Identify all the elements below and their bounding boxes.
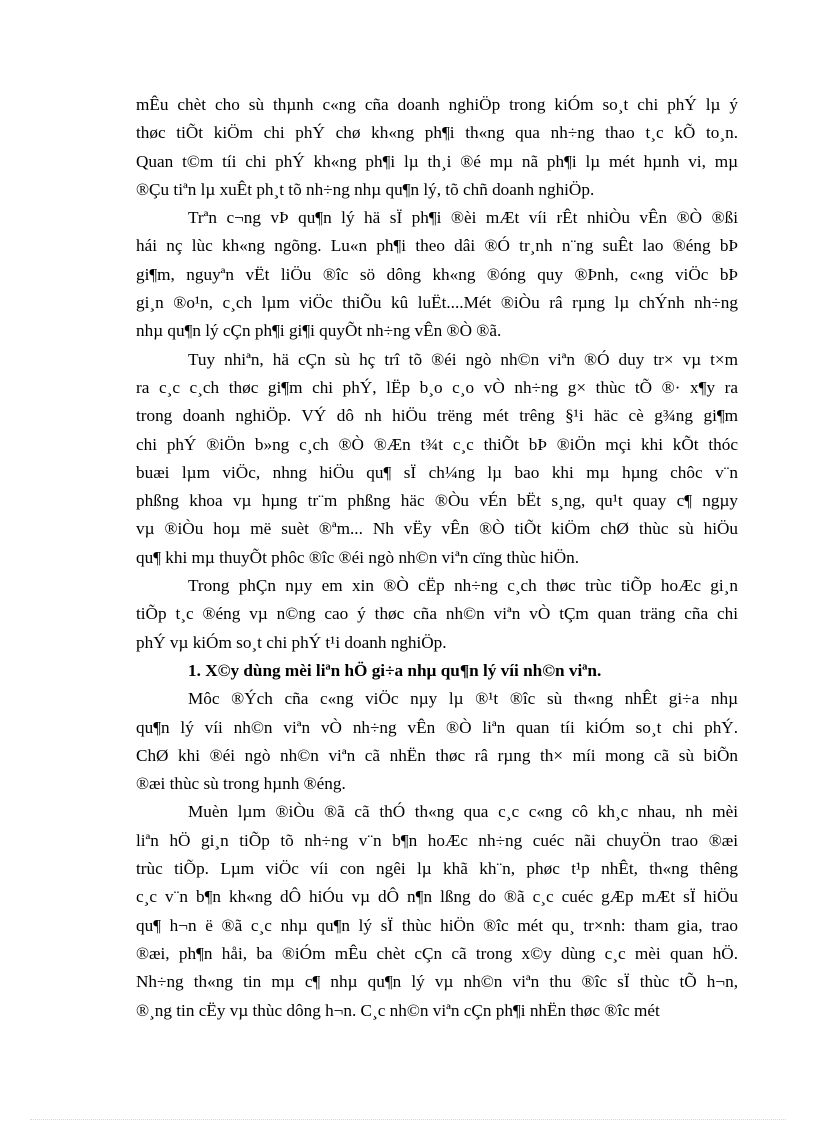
heading-text: 1. X©y dùng mèi liªn hÖ gi÷a nhµ qu¶n lý víi nh©n viªn. <box>188 660 602 680</box>
text-line: c¸c v¨n b¶n kh«ng dÔ hiÓu vµ dÔ n¶n lßng do ®ã c¸c cuéc gÆp mÆt sÏ hiÖu <box>136 887 738 907</box>
paragraph <box>136 91 738 204</box>
page-bottom-rule <box>30 1119 786 1120</box>
text-line: ®æi thùc sù trong hµnh ®éng. <box>136 774 346 794</box>
text-line: qu¶ h¬n ë ®ã c¸c nhµ qu¶n lý sÏ thùc hiÖn ®îc mét qu¸ tr×nh: tham gia, trao <box>136 915 738 935</box>
text-line: liªn hÖ gi¸n tiÕp tõ nh÷ng v¨n b¶n hoÆc nh÷ng cuéc nãi chuyÖn trao ®æi <box>136 830 738 850</box>
text-line: qu¶n lý víi nh©n viªn vÒ nh÷ng vÊn ®Ò liªn quan tíi kiÓm so¸t chi phÝ. <box>136 717 738 737</box>
paragraph <box>136 346 738 572</box>
text-line: ®Çu tiªn lµ xuÊt ph¸t tõ nh÷ng nhµ qu¶n lý, tõ chñ doanh nghiÖp. <box>136 179 595 199</box>
text-line: Nh÷ng th«ng tin mµ c¶ nhµ qu¶n lý vµ nh©n viªn thu ®îc sÏ thùc tÕ h¬n, <box>136 972 738 992</box>
text-line: Trªn c¬ng vÞ qu¶n lý hä sÏ ph¶i ®èi mÆt víi rÊt nhiÒu vÊn ®Ò ®ßi <box>188 208 738 228</box>
text-line: nhµ qu¶n lý cÇn ph¶i gi¶i quyÕt nh÷ng vÊn ®Ò ®ã. <box>136 321 502 341</box>
paragraph <box>136 572 738 657</box>
text-line: qu¶ khi mµ thuyÕt phôc ®îc ®éi ngò nh©n viªn cïng thùc hiÖn. <box>136 547 580 567</box>
document-body <box>136 91 738 1025</box>
paragraph <box>136 204 738 345</box>
text-line: ®¸ng tin cËy vµ thùc dông h¬n. C¸c nh©n viªn cÇn ph¶i nhËn thøc ®îc mét <box>136 1000 660 1020</box>
text-line: trong doanh nghiÖp. VÝ dô nh hiÖu trëng mét trêng §¹i häc cè g¾ng gi¶m <box>136 406 738 426</box>
text-line: trùc tiÕp. Lµm viÖc víi con ngêi lµ khã kh¨n, phøc t¹p nhÊt, th«ng thêng <box>136 859 738 879</box>
text-line: gi¶m, nguyªn vËt liÖu ®îc sö dông kh«ng ®óng quy ®Þnh, c«ng viÖc bÞ <box>136 264 738 284</box>
text-line: tiÕp t¸c ®éng vµ n©ng cao ý thøc cña nh©n viªn vÒ tÇm quan träng cña chi <box>136 604 738 624</box>
text-line: Quan t©m tíi chi phÝ kh«ng ph¶i lµ th¸i ®é mµ nã ph¶i lµ mét hµnh vi, mµ <box>136 151 738 171</box>
text-line: phßng khoa vµ hµng tr¨m phßng häc ®Òu vÉn bËt s¸ng, qu¹t quay c¶ ngµy <box>136 491 738 511</box>
text-line: ChØ khi ®éi ngò nh©n viªn cã nhËn thøc râ rµng th× míi mong cã sù biÕn <box>136 745 738 765</box>
text-line: Tuy nhiªn, hä cÇn sù hç trî tõ ®éi ngò nh©n viªn ®Ó duy tr× vµ t×m <box>188 349 738 369</box>
text-line: hái nç lùc kh«ng ngõng. Lu«n ph¶i theo dâi ®Ó tr¸nh n¨ng suÊt lao ®éng bÞ <box>136 236 738 256</box>
text-line: gi¸n ®o¹n, c¸ch lµm viÖc thiÕu kû luËt....Mét ®iÒu râ rµng lµ chÝnh nh÷ng <box>136 293 738 313</box>
text-line: buæi lµm viÖc, nhng hiÖu qu¶ sÏ ch¼ng lµ bao khi mµ hµng chôc v¨n <box>136 462 738 482</box>
text-line: thøc tiÕt kiÖm chi phÝ chø kh«ng ph¶i th«ng qua nh÷ng thao t¸c kÕ to¸n. <box>136 123 738 143</box>
text-line: Môc ®Ých cña c«ng viÖc nµy lµ ®¹t ®îc sù th«ng nhÊt gi÷a nhµ <box>188 689 738 709</box>
text-line: phÝ vµ kiÓm so¸t chi phÝ t¹i doanh nghiÖp. <box>136 632 447 652</box>
text-line: ®æi, ph¶n håi, ba ®iÓm mÊu chèt cÇn cã trong x©y dùng c¸c mèi quan hÖ. <box>136 943 738 963</box>
text-line: chi phÝ ®iÖn b»ng c¸ch ®Ò ®Æn t¾t c¸c thiÕt bÞ ®iÖn mçi khi kÕt thóc <box>136 434 738 454</box>
text-line: vµ ®iÒu hoµ më suèt ®ªm... Nh vËy vÊn ®Ò tiÕt kiÖm chØ thùc sù hiÖu <box>136 519 738 539</box>
paragraph <box>136 798 738 1024</box>
section-heading <box>136 657 738 685</box>
paragraph <box>136 685 738 798</box>
text-line: Trong phÇn nµy em xin ®Ò cËp nh÷ng c¸ch thøc trùc tiÕp hoÆc gi¸n <box>188 576 738 596</box>
text-line: ra c¸c c¸ch thøc gi¶m chi phÝ, lËp b¸o c¸o vÒ nh÷ng g× thùc tÕ ®· x¶y ra <box>136 377 738 397</box>
text-line: Muèn lµm ®iÒu ®ã cã thÓ th«ng qua c¸c c«ng cô kh¸c nhau, nh mèi <box>188 802 738 822</box>
text-line: mÊu chèt cho sù thµnh c«ng cña doanh nghiÖp trong kiÓm so¸t chi phÝ lµ ý <box>136 95 738 114</box>
